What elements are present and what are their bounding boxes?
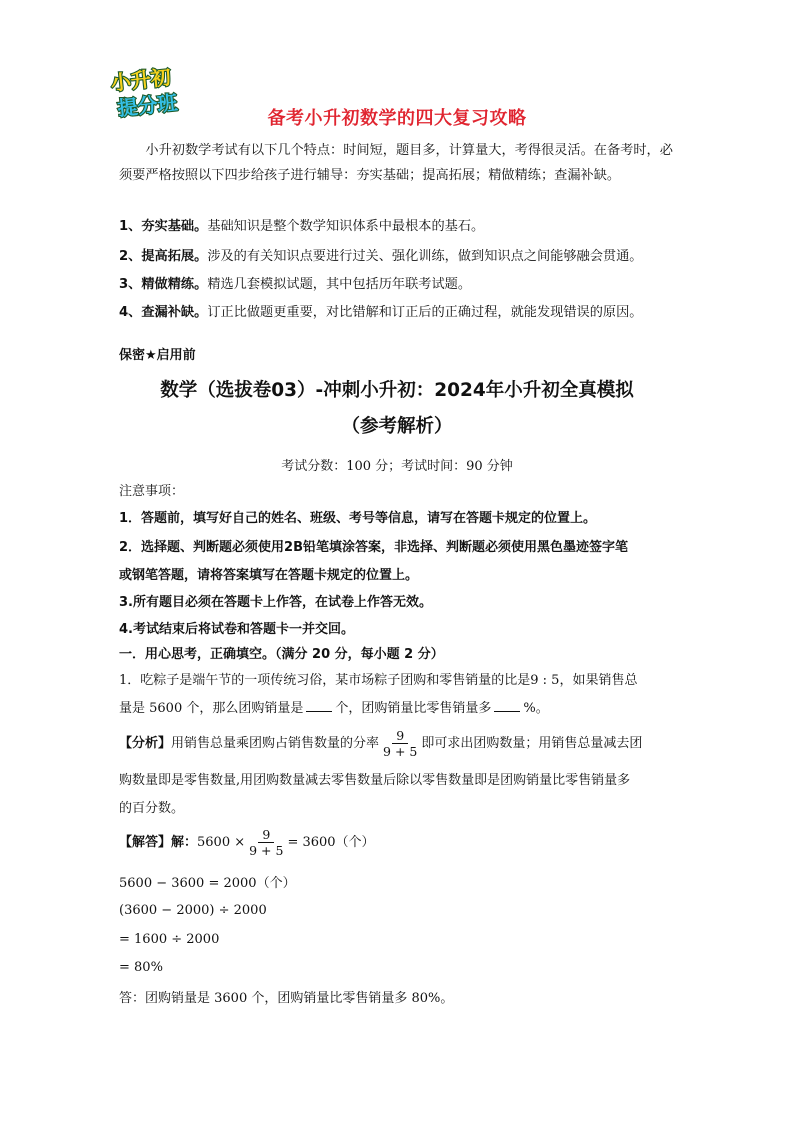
tip-text: 精选几套模拟试题，其中包括历年联考试题。 bbox=[207, 277, 472, 292]
notice-item-2: 2．选择题、判断题必须使用2B铅笔填涂答案，非选择、判断题必须使用黑色墨迹签字笔 bbox=[119, 540, 629, 555]
notice-heading: 注意事项： bbox=[119, 484, 185, 499]
section-heading: 一．用心思考，正确填空。（满分 20 分，每小题 2 分） bbox=[119, 647, 444, 662]
tip-head: 2、提高拓展。 bbox=[119, 249, 208, 264]
tip-item-1 bbox=[119, 214, 689, 239]
page-title: 备考小升初数学的四大复习攻略 bbox=[267, 108, 527, 129]
equation-part: = 3600（个） bbox=[287, 835, 375, 850]
analysis-line2: 购数量即是零售数量,用团购数量减去零售数量后除以零售数量即是团购销量比零售销量多 bbox=[119, 773, 631, 788]
tip-head: 4、查漏补缺。 bbox=[119, 305, 208, 320]
tip-head: 3、精做精练。 bbox=[119, 277, 208, 292]
analysis-label: 【分析】 bbox=[119, 736, 172, 751]
solution-step: 5600 − 3600 = 2000（个） bbox=[119, 876, 296, 891]
notice-item-2-cont: 或钢笔答题，请将答案填写在答题卡规定的位置上。 bbox=[119, 568, 419, 583]
notice-item-3: 3.所有题目必须在答题卡上作答，在试卷上作答无效。 bbox=[119, 595, 432, 610]
secret-label: 保密★启用前 bbox=[119, 348, 196, 363]
notice-item-1: 1．答题前，填写好自己的姓名、班级、考号等信息，请写在答题卡规定的位置上。 bbox=[119, 511, 597, 526]
analysis-text: 即可求出团购数量；用销售总量减去团 bbox=[421, 736, 643, 751]
solution-step: (3600 − 2000) ÷ 2000 bbox=[119, 903, 267, 918]
question-text: %。 bbox=[523, 701, 549, 716]
solution-step: = 1600 ÷ 2000 bbox=[119, 932, 220, 947]
tip-text: 涉及的有关知识点要进行过关、强化训练，做到知识点之间能够融会贯通。 bbox=[207, 249, 643, 264]
answer-blank bbox=[494, 699, 520, 712]
analysis-line3: 的百分数。 bbox=[119, 801, 185, 816]
answer-blank bbox=[306, 699, 332, 712]
fraction bbox=[381, 728, 419, 759]
tip-item-4 bbox=[119, 300, 689, 325]
fraction-numerator: 9 bbox=[258, 827, 274, 843]
solution-line1 bbox=[119, 826, 375, 860]
notice-item-4: 4.考试结束后将试卷和答题卡一并交回。 bbox=[119, 622, 354, 637]
tip-head: 1、夯实基础。 bbox=[119, 219, 208, 234]
fraction-denominator: 9 + 5 bbox=[383, 744, 418, 759]
fraction bbox=[247, 827, 285, 858]
question-1-line2 bbox=[119, 696, 549, 721]
fraction-numerator: 9 bbox=[392, 728, 408, 744]
exam-subtitle: （参考解析） bbox=[341, 416, 453, 437]
analysis-line1 bbox=[119, 727, 642, 761]
solution-label: 【解答】解： bbox=[119, 835, 198, 850]
solution-answer: 答：团购销量是 3600 个，团购销量比零售销量多 80%。 bbox=[119, 991, 454, 1006]
tip-text: 基础知识是整个数学知识体系中最根本的基石。 bbox=[207, 219, 485, 234]
solution-step: = 80% bbox=[119, 960, 163, 975]
question-text: 个，团购销量比零售销量多 bbox=[335, 701, 492, 716]
logo-text-top: 小升初 bbox=[109, 64, 172, 96]
logo-text-bottom: 提分班 bbox=[116, 90, 179, 120]
intro-paragraph: 小升初数学考试有以下几个特点：时间短，题目多，计算量大，考得很灵活。在备考时，必须要严格按照以下四步给孩子进行辅导：夯实基础；提高拓展；精做精练；查漏补缺。 bbox=[119, 143, 673, 183]
exam-info: 考试分数：100 分；考试时间：90 分钟 bbox=[281, 459, 513, 474]
exam-title: 数学（选拔卷03）-冲刺小升初：2024年小升初全真模拟 bbox=[160, 380, 634, 401]
tip-text: 订正比做题更重要，对比错解和订正后的正确过程，就能发现错误的原因。 bbox=[207, 305, 643, 320]
analysis-text: 用销售总量乘团购占销售数量的分率 bbox=[171, 736, 380, 751]
tip-item-3 bbox=[119, 272, 689, 297]
question-1-line1: 1．吃粽子是端午节的一项传统习俗，某市场粽子团购和零售销量的比是9 : 5，如果销售总 bbox=[119, 673, 638, 688]
fraction-denominator: 9 + 5 bbox=[249, 843, 284, 858]
tip-item-2 bbox=[119, 244, 689, 269]
question-text: 量是 5600 个，那么团购销量是 bbox=[119, 701, 304, 716]
equation-part: 5600 × bbox=[197, 835, 246, 850]
